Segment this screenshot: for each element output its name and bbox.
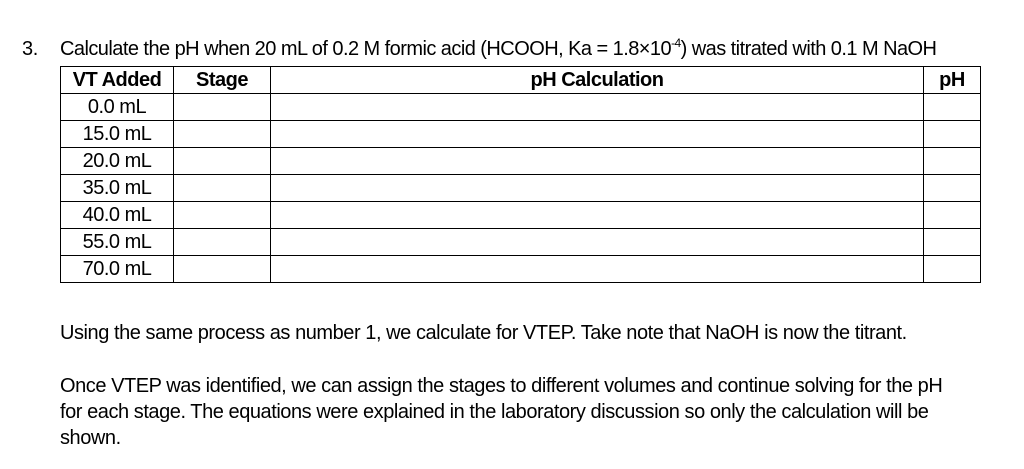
volume-cell: 20.0 mL: [61, 148, 174, 175]
table-row: [61, 229, 981, 256]
calculation-cell: [271, 202, 924, 229]
question-number: 3.: [22, 38, 38, 60]
stage-cell: [174, 175, 271, 202]
calculation-cell: [271, 229, 924, 256]
header-ph-calculation: pH Calculation: [271, 67, 924, 94]
table-header-row: [61, 67, 981, 94]
ph-cell: [924, 256, 981, 283]
stage-cell: [174, 202, 271, 229]
calculation-cell: [271, 175, 924, 202]
ph-cell: [924, 94, 981, 121]
header-stage: Stage: [174, 67, 271, 94]
stage-cell: [174, 256, 271, 283]
volume-cell: 55.0 mL: [61, 229, 174, 256]
ph-cell: [924, 229, 981, 256]
volume-cell: 0.0 mL: [61, 94, 174, 121]
question-text-start: Calculate the pH when 20 mL of 0.2 M formic acid (HCOOH, Ka = 1.8×10: [60, 38, 672, 60]
question-text: [60, 38, 936, 61]
header-ph: pH: [924, 67, 981, 94]
stage-cell: [174, 148, 271, 175]
table-row: [61, 175, 981, 202]
header-volume-added: VT Added: [61, 67, 174, 94]
stage-cell: [174, 94, 271, 121]
calculation-cell: [271, 94, 924, 121]
table-row: [61, 121, 981, 148]
volume-cell: 15.0 mL: [61, 121, 174, 148]
volume-cell: 40.0 mL: [61, 202, 174, 229]
stage-cell: [174, 121, 271, 148]
ph-cell: [924, 148, 981, 175]
calculation-cell: [271, 148, 924, 175]
volume-cell: 35.0 mL: [61, 175, 174, 202]
titration-table: [60, 66, 981, 283]
table-row: [61, 256, 981, 283]
stage-assignment-paragraph: Once VTEP was identified, we can assign the stages to different volumes and continue solving for the pH for each stage. The equations were explained in the laboratory discussion so only the calculation will be shown.: [60, 375, 943, 449]
vtep-instruction-paragraph: Using the same process as number 1, we calculate for VTEP. Take note that NaOH is now the titrant.: [60, 322, 907, 344]
table-row: [61, 94, 981, 121]
table-row: [61, 202, 981, 229]
calculation-cell: [271, 121, 924, 148]
question-text-end: ) was titrated with 0.1 M NaOH: [680, 38, 937, 60]
ph-cell: [924, 121, 981, 148]
calculation-cell: [271, 256, 924, 283]
stage-cell: [174, 229, 271, 256]
question-exponent: -4: [671, 36, 681, 50]
ph-cell: [924, 202, 981, 229]
ph-cell: [924, 175, 981, 202]
table-row: [61, 148, 981, 175]
volume-cell: 70.0 mL: [61, 256, 174, 283]
